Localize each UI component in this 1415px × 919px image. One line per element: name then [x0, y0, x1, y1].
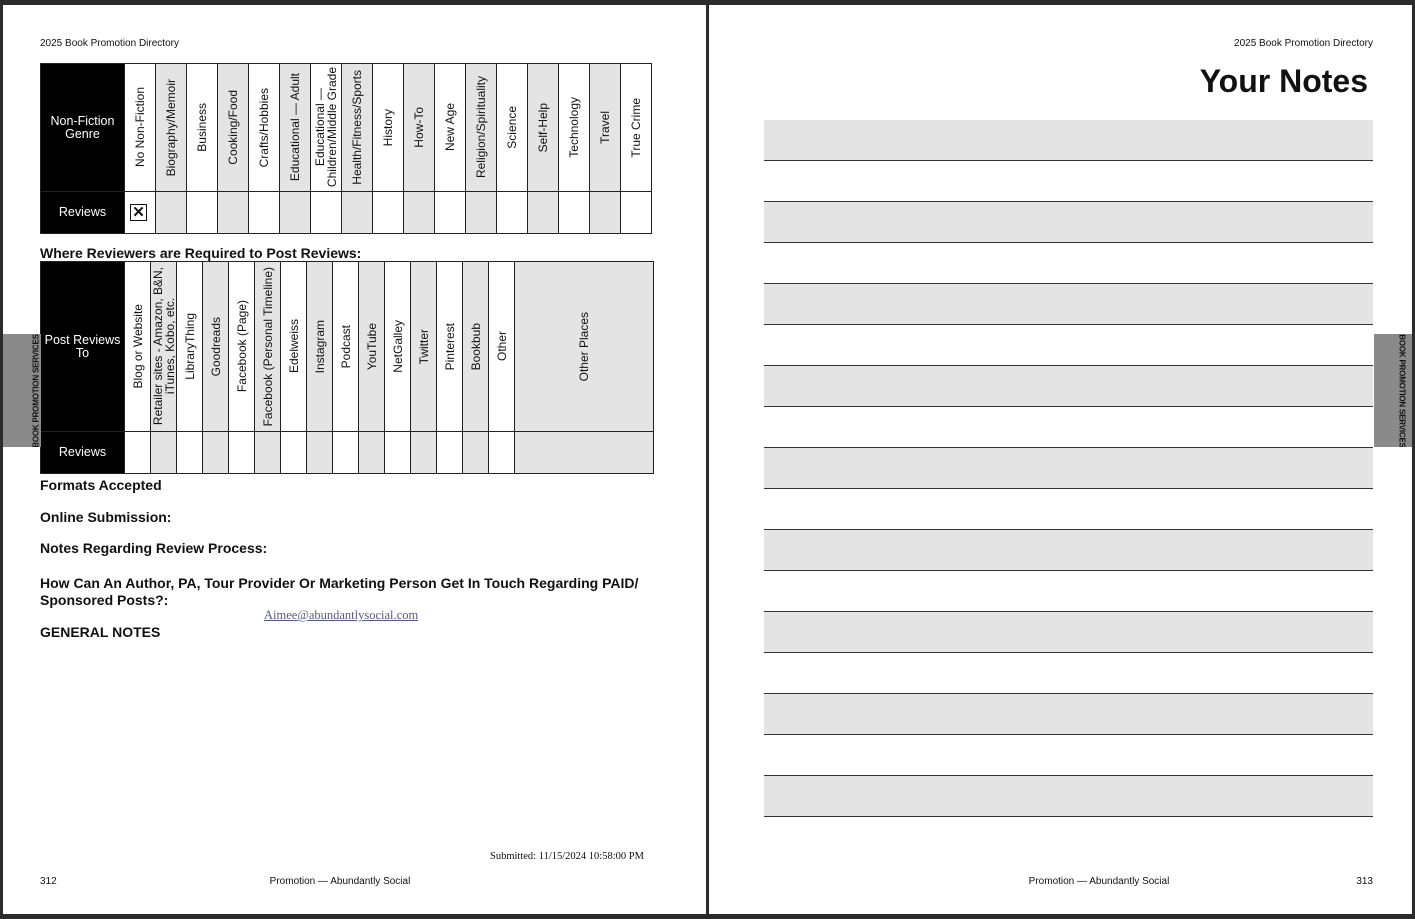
post-reviews-header-label: Post Reviews To — [41, 262, 125, 432]
genre-col-travel — [590, 64, 621, 192]
side-tab-label: BOOK PROMOTION SERVICES — [1397, 334, 1407, 447]
genre-col-true-crime — [621, 64, 652, 192]
post-reviews-col-label: Other — [494, 331, 509, 362]
post-reviews-col-pinterest — [437, 262, 463, 432]
post-reviews-col-blog-or-website — [125, 262, 151, 432]
genre-cell[interactable] — [218, 192, 249, 234]
post-reviews-cell[interactable] — [255, 432, 281, 474]
post-reviews-col-bookbub — [463, 262, 489, 432]
general-notes-heading: GENERAL NOTES — [40, 624, 161, 640]
genre-col-biography-memoir — [156, 64, 187, 192]
post-reviews-col-librarything — [177, 262, 203, 432]
genre-col-health-fitness-sports — [342, 64, 373, 192]
post-reviews-col-instagram — [307, 262, 333, 432]
post-reviews-cell[interactable] — [515, 432, 654, 474]
contact-question-heading: How Can An Author, PA, Tour Provider Or Marketing Person Get In Touch Regarding PAID/ Sponsored Posts?: — [40, 575, 639, 608]
post-reviews-col-youtube — [359, 262, 385, 432]
post-reviews-col-label: Edelweiss — [286, 319, 301, 374]
post-reviews-cell[interactable] — [281, 432, 307, 474]
genre-col-label: History — [381, 108, 395, 147]
note-line[interactable] — [764, 571, 1373, 612]
side-tab — [1374, 334, 1412, 447]
genre-col-no-non-fiction — [125, 64, 156, 192]
genre-col-religion-spirituality — [466, 64, 497, 192]
post-reviews-col-label: NetGalley — [390, 320, 405, 373]
post-reviews-col-label: YouTube — [364, 322, 379, 371]
genre-col-self-help — [528, 64, 559, 192]
post-reviews-cell[interactable] — [437, 432, 463, 474]
post-reviews-cell[interactable] — [307, 432, 333, 474]
genre-col-label: Educational — Children/Middle Grade — [313, 67, 339, 188]
post-reviews-cell[interactable] — [333, 432, 359, 474]
post-reviews-col-label: Bookbub — [468, 322, 483, 371]
genre-cell[interactable] — [559, 192, 590, 234]
post-reviews-cell[interactable] — [385, 432, 411, 474]
note-line[interactable] — [764, 612, 1373, 653]
genre-col-how-to — [404, 64, 435, 192]
post-reviews-col-label: Twitter — [416, 328, 431, 365]
genre-cell[interactable] — [311, 192, 342, 234]
post-reviews-col-goodreads — [203, 262, 229, 432]
genre-cell[interactable] — [187, 192, 218, 234]
genre-col-educational-adult — [280, 64, 311, 192]
genre-cell[interactable] — [280, 192, 311, 234]
footer-center: Promotion — Abundantly Social — [269, 876, 411, 887]
genre-col-label: No Non-Fiction — [133, 87, 147, 168]
genre-col-new-age — [435, 64, 466, 192]
note-line[interactable] — [764, 284, 1373, 325]
note-line[interactable] — [764, 530, 1373, 571]
genre-cell[interactable] — [125, 192, 156, 234]
genre-col-educational-children-middle-grade — [311, 64, 342, 192]
genre-col-business — [187, 64, 218, 192]
genre-header-label: Non-Fiction Genre — [41, 64, 125, 192]
running-head: 2025 Book Promotion Directory — [40, 38, 179, 49]
formats-accepted-heading: Formats Accepted — [40, 477, 162, 493]
genre-col-label: Science — [505, 106, 519, 149]
right-page — [709, 5, 1412, 914]
genre-cell[interactable] — [528, 192, 559, 234]
genre-cell[interactable] — [435, 192, 466, 234]
genre-cell[interactable] — [156, 192, 187, 234]
contact-email-link[interactable]: Aimee@abundantlysocial.com — [264, 608, 419, 622]
note-line[interactable] — [764, 243, 1373, 284]
note-line[interactable] — [764, 735, 1373, 776]
note-line[interactable] — [764, 120, 1373, 161]
genre-col-crafts-hobbies — [249, 64, 280, 192]
genre-col-label: Travel — [598, 111, 612, 144]
left-page — [3, 5, 706, 914]
post-reviews-col-label: Other Places — [577, 311, 591, 382]
genre-cell[interactable] — [621, 192, 652, 234]
genre-col-label: Religion/Spirituality — [474, 76, 488, 179]
notes-lines — [764, 120, 1373, 817]
genre-col-label: Self-Help — [536, 102, 550, 153]
genre-col-label: True Crime — [629, 97, 643, 158]
note-line[interactable] — [764, 694, 1373, 735]
post-reviews-cell[interactable] — [229, 432, 255, 474]
side-tab — [3, 334, 41, 447]
post-reviews-col-netgalley — [385, 262, 411, 432]
genre-cell[interactable] — [497, 192, 528, 234]
online-submission-heading: Online Submission: — [40, 509, 172, 525]
post-reviews-col-label: Facebook (Page) — [234, 300, 249, 393]
page-number: 312 — [40, 876, 57, 887]
genre-col-label: New Age — [443, 103, 457, 152]
notes-title: Your Notes — [1199, 63, 1368, 99]
post-reviews-col-label: Podcast — [338, 324, 353, 369]
genre-cell[interactable] — [590, 192, 621, 234]
footer-center: Promotion — Abundantly Social — [1028, 876, 1170, 887]
note-line[interactable] — [764, 366, 1373, 407]
post-reviews-row-label: Reviews — [41, 432, 125, 474]
genre-cell[interactable] — [342, 192, 373, 234]
genre-cell[interactable] — [249, 192, 280, 234]
submitted-timestamp: Submitted: 11/15/2024 10:58:00 PM — [490, 851, 644, 862]
post-reviews-col-edelweiss — [281, 262, 307, 432]
note-line[interactable] — [764, 325, 1373, 366]
post-reviews-cell[interactable] — [151, 432, 177, 474]
where-heading: Where Reviewers are Required to Post Reviews: — [40, 245, 362, 261]
post-reviews-col-other — [489, 262, 515, 432]
note-line[interactable] — [764, 776, 1373, 817]
note-line[interactable] — [764, 407, 1373, 448]
genre-col-cooking-food — [218, 64, 249, 192]
post-reviews-table — [40, 261, 654, 474]
genre-col-label: Cooking/Food — [226, 90, 240, 165]
post-reviews-cell[interactable] — [125, 432, 151, 474]
post-reviews-col-twitter — [411, 262, 437, 432]
post-reviews-cell[interactable] — [489, 432, 515, 474]
post-reviews-col-other-places — [515, 262, 654, 432]
checkbox-checked-icon[interactable]: ✕ — [130, 204, 147, 221]
genre-col-label: Health/Fitness/Sports — [350, 70, 364, 185]
side-tab-label: BOOK PROMOTION SERVICES — [31, 334, 41, 447]
note-line[interactable] — [764, 448, 1373, 489]
post-reviews-col-label: Retailer sites - Amazon, B&N, iTunes, Kobo, etc. — [150, 267, 177, 426]
page-number: 313 — [1356, 876, 1373, 887]
post-reviews-col-label: Goodreads — [208, 316, 223, 377]
post-reviews-col-label: Blog or Website — [130, 304, 145, 389]
genre-col-label: Business — [195, 103, 209, 152]
genre-col-history — [373, 64, 404, 192]
post-reviews-cell[interactable] — [411, 432, 437, 474]
genre-col-label: Biography/Memoir — [164, 78, 178, 177]
post-reviews-col-label: Facebook (Personal Timeline) — [260, 266, 275, 427]
genre-table — [40, 63, 652, 234]
post-reviews-col-label: Instagram — [312, 319, 327, 374]
genre-cell[interactable] — [404, 192, 435, 234]
post-reviews-cell[interactable] — [463, 432, 489, 474]
note-line[interactable] — [764, 202, 1373, 243]
genre-col-science — [497, 64, 528, 192]
notes-review-process-heading: Notes Regarding Review Process: — [40, 540, 268, 556]
genre-col-label: Crafts/Hobbies — [257, 87, 271, 168]
genre-row-label: Reviews — [41, 192, 125, 234]
post-reviews-col-podcast — [333, 262, 359, 432]
post-reviews-cell[interactable] — [203, 432, 229, 474]
post-reviews-col-label: LibraryThing — [182, 313, 197, 380]
note-line[interactable] — [764, 489, 1373, 530]
note-line[interactable] — [764, 653, 1373, 694]
post-reviews-cell[interactable] — [359, 432, 385, 474]
running-head: 2025 Book Promotion Directory — [1234, 38, 1373, 49]
post-reviews-col-facebook-personal-timeline — [255, 262, 281, 432]
post-reviews-col-facebook-page — [229, 262, 255, 432]
genre-col-technology — [559, 64, 590, 192]
genre-cell[interactable] — [466, 192, 497, 234]
post-reviews-col-label: Pinterest — [442, 322, 457, 371]
post-reviews-col-retailer-sites-amazon-b-n-itunes-kobo-etc — [151, 262, 177, 432]
post-reviews-cell[interactable] — [177, 432, 203, 474]
genre-col-label: Technology — [567, 97, 581, 158]
note-line[interactable] — [764, 161, 1373, 202]
genre-col-label: How-To — [412, 107, 426, 148]
genre-cell[interactable] — [373, 192, 404, 234]
genre-col-label: Educational — Adult — [288, 73, 302, 182]
